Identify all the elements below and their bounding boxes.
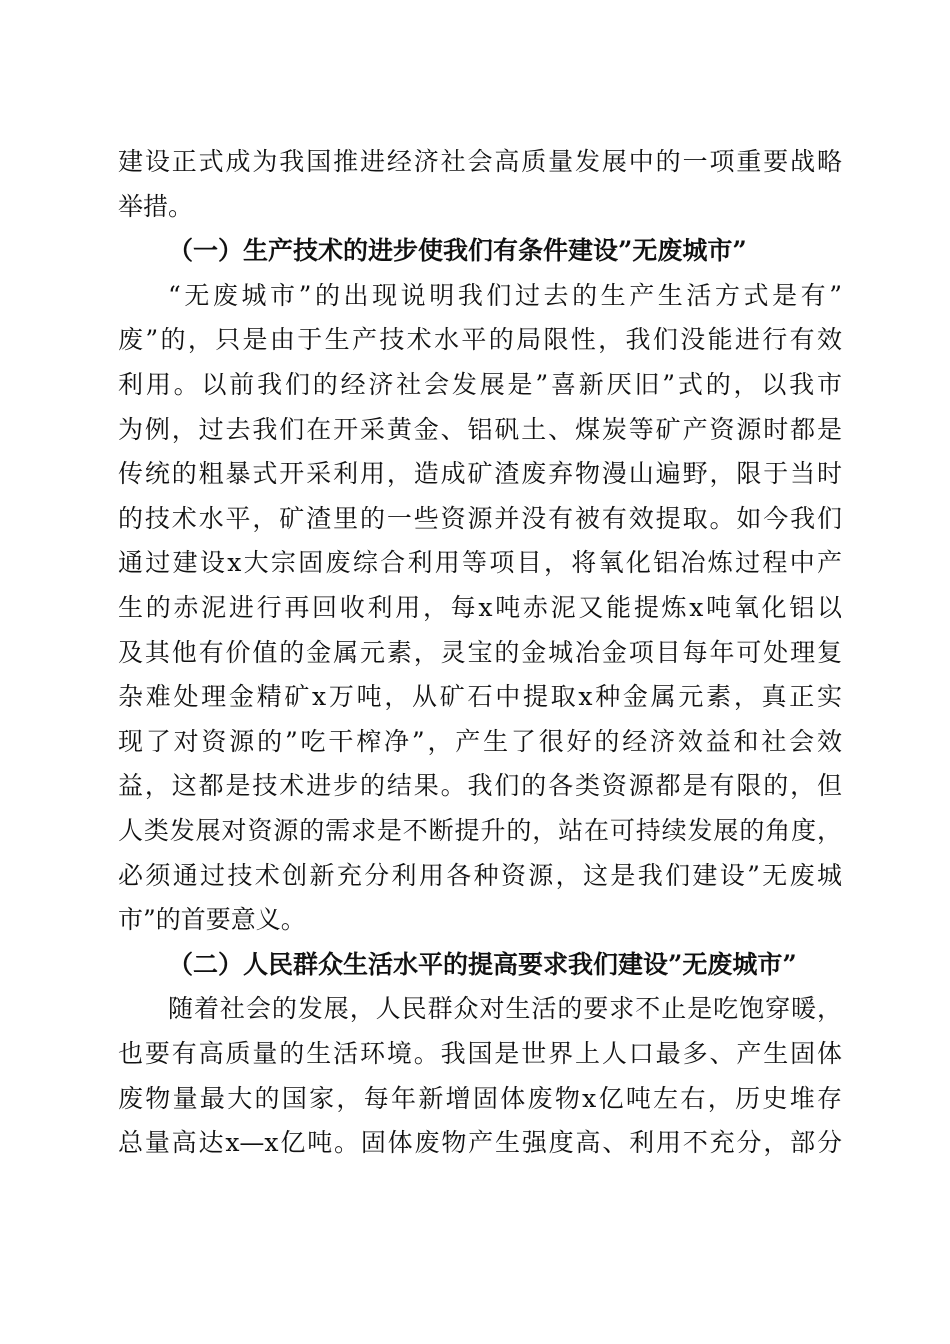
text-line: 杂难处理金精矿x万吨，从矿石中提取x种金属元素，真正实 [118,682,842,712]
text-line: 举措。 [118,191,194,221]
text-line: 益，这都是技术进步的结果。我们的各类资源都是有限的，但 [118,771,842,801]
text-line: 废物量最大的国家，每年新增固体废物x亿吨左右，历史堆存 [118,1083,842,1113]
text-line: 也要有高质量的生活环境。我国是世界上人口最多、产生固体 [118,1039,842,1068]
text-line: 生的赤泥进行再回收利用，每x吨赤泥又能提炼x吨氧化铝以 [118,593,842,622]
text-line: 现了对资源的”吃干榨净”，产生了很好的经济效益和社会效 [118,726,842,756]
text-line: 为例，过去我们在开采黄金、铝矾土、煤炭等矿产资源时都是 [118,414,842,444]
text-line: 通过建设x大宗固废综合利用等项目，将氧化铝冶炼过程中产 [118,548,842,578]
text-line: 人类发展对资源的需求是不断提升的，站在可持续发展的角度， [118,816,842,845]
text-line: 及其他有价值的金属元素，灵宝的金城冶金项目每年可处理复 [118,637,842,667]
section-heading: （一）生产技术的进步使我们有条件建设”无废城市” [168,236,747,266]
text-line: 必须通过技术创新充分利用各种资源，这是我们建设”无废城 [118,860,842,890]
section-heading: （二）人民群众生活水平的提高要求我们建设”无废城市” [168,949,797,979]
text-line: 建设正式成为我国推进经济社会高质量发展中的一项重要战略 [118,147,842,176]
text-line: 废”的，只是由于生产技术水平的局限性，我们没能进行有效 [118,325,842,355]
text-line: 传统的粗暴式开采利用，造成矿渣废弃物漫山遍野，限于当时 [118,459,842,489]
text-line: 利用。以前我们的经济社会发展是”喜新厌旧”式的，以我市 [118,370,842,399]
text-line: 总量高达x—x亿吨。固体废物产生强度高、利用不充分，部分 [118,1128,842,1158]
text-line: 的技术水平，矿渣里的一些资源并没有被有效提取。如今我们 [118,503,842,533]
text-line: “无废城市”的出现说明我们过去的生产生活方式是有” [168,280,842,310]
text-line: 随着社会的发展，人民群众对生活的要求不止是吃饱穿暖， [168,994,842,1024]
text-line: 市”的首要意义。 [118,905,306,935]
